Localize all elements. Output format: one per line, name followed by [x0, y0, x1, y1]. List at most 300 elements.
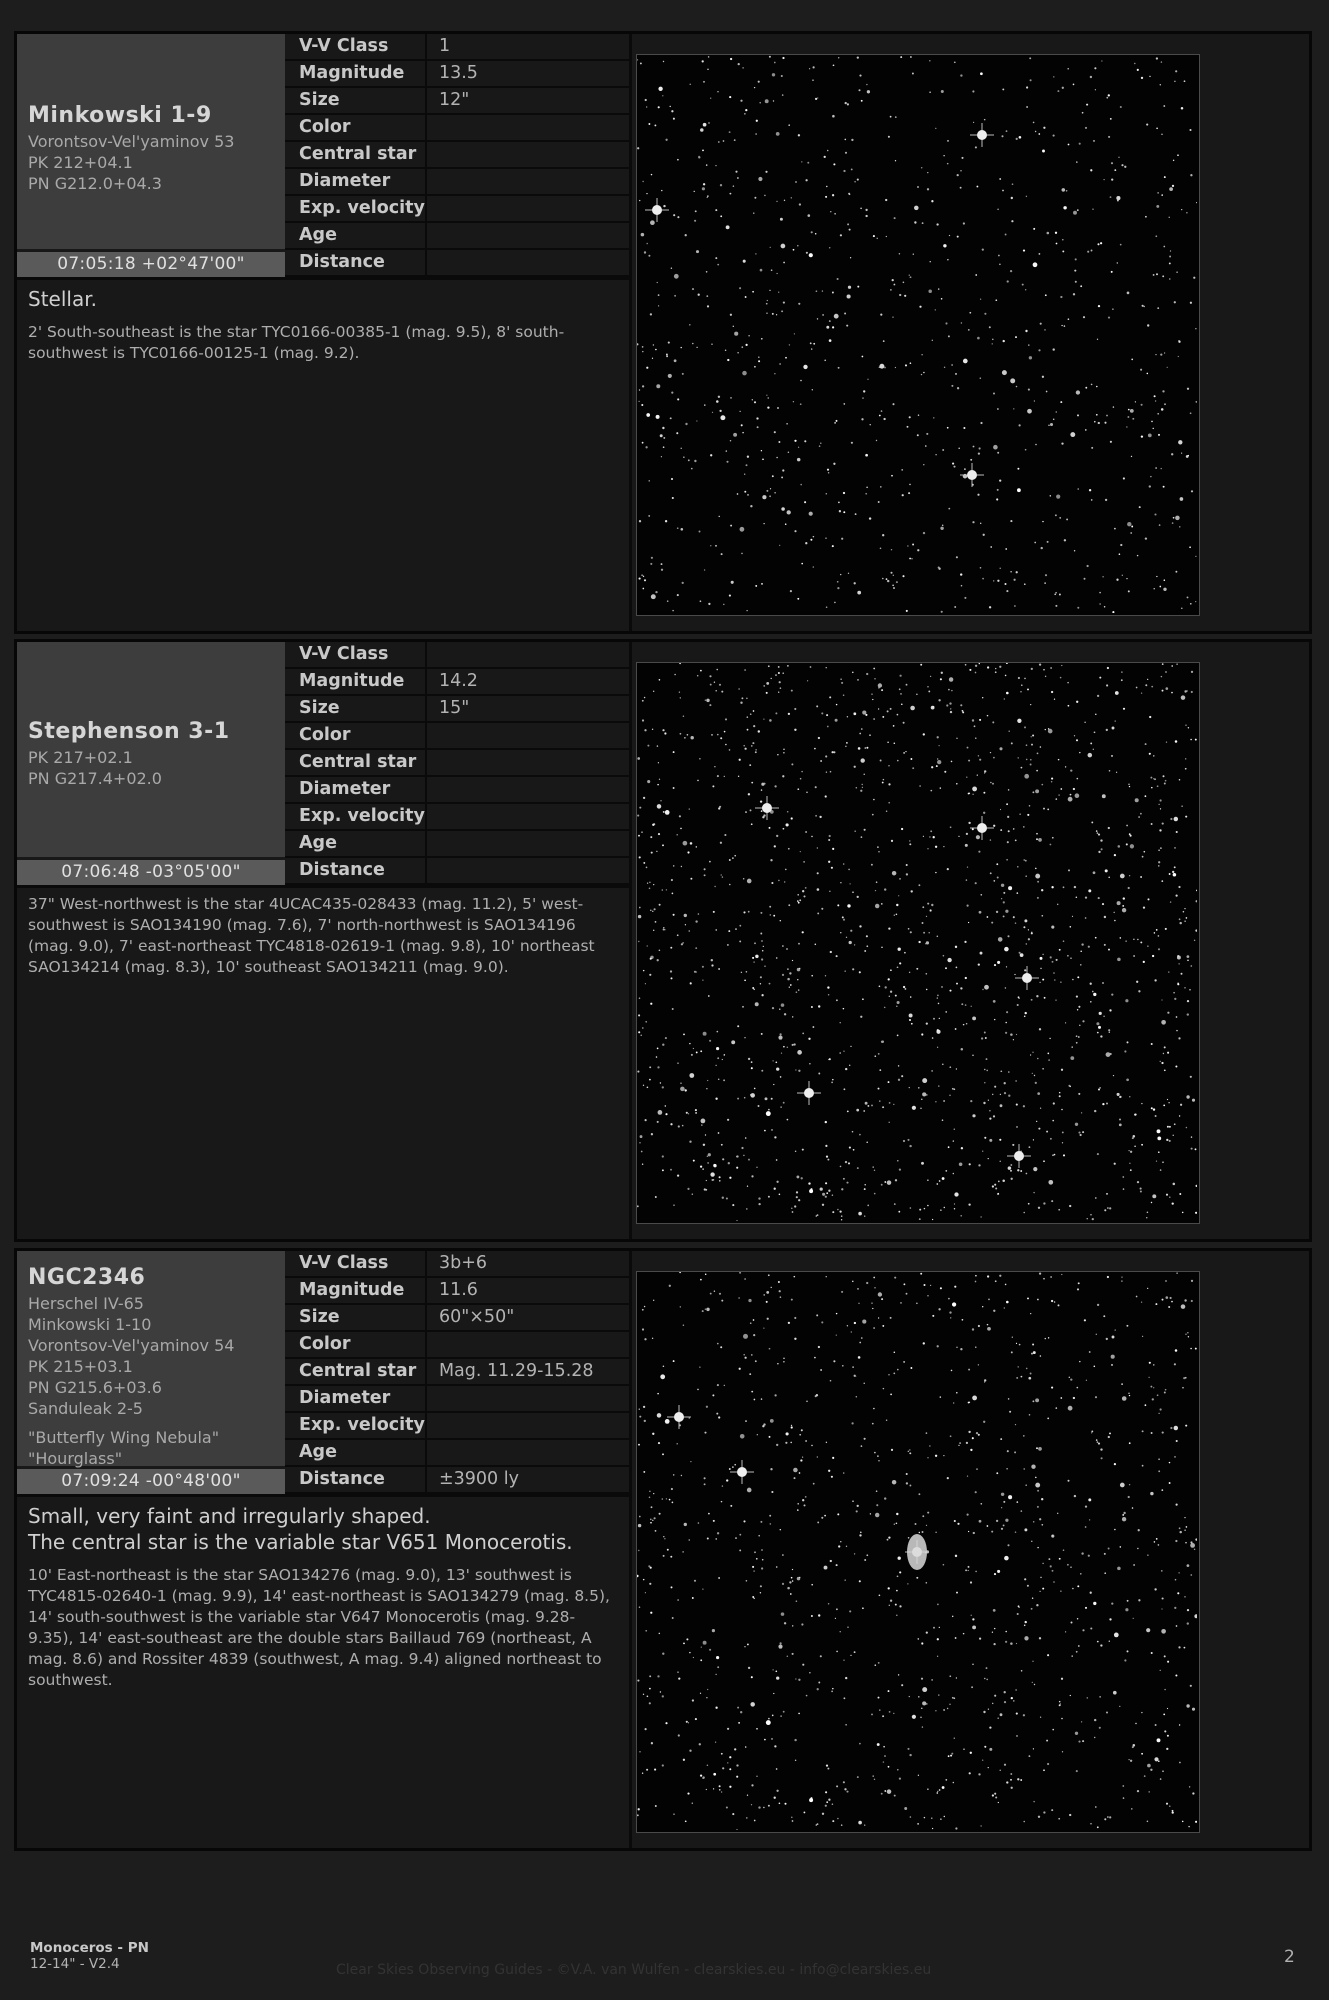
- star: [1017, 719, 1021, 723]
- star: [826, 1276, 827, 1277]
- star: [826, 493, 828, 495]
- star: [872, 1423, 874, 1425]
- star: [1138, 816, 1140, 818]
- star: [773, 1693, 774, 1694]
- star: [978, 1773, 980, 1775]
- star: [796, 991, 798, 993]
- star: [754, 401, 756, 403]
- star: [1058, 1304, 1060, 1306]
- star: [649, 1497, 651, 1499]
- star: [1026, 744, 1028, 746]
- star: [975, 882, 977, 884]
- star: [1162, 690, 1164, 692]
- star: [880, 314, 882, 316]
- star: [849, 1065, 850, 1066]
- star: [1100, 1448, 1102, 1450]
- star: [937, 997, 938, 998]
- star: [1113, 912, 1115, 914]
- star: [787, 1046, 789, 1048]
- star: [817, 1521, 819, 1523]
- star: [779, 1194, 781, 1196]
- star: [804, 896, 805, 897]
- star: [685, 924, 686, 925]
- star: [852, 1131, 854, 1133]
- star: [642, 351, 643, 352]
- star: [682, 942, 684, 944]
- star: [837, 1209, 839, 1211]
- star: [999, 666, 1001, 668]
- star: [1047, 1654, 1049, 1656]
- star: [916, 694, 918, 696]
- star: [991, 1531, 993, 1533]
- star: [1068, 1406, 1073, 1411]
- star: [927, 848, 928, 849]
- star: [718, 141, 720, 143]
- star: [649, 1688, 651, 1690]
- star: [987, 666, 989, 668]
- star: [1062, 250, 1064, 252]
- star: [972, 719, 974, 721]
- star: [929, 92, 930, 93]
- star: [984, 1379, 986, 1381]
- star: [1078, 1282, 1080, 1284]
- star: [879, 367, 880, 368]
- star: [822, 314, 824, 316]
- star: [920, 1273, 922, 1275]
- star: [953, 1173, 955, 1175]
- star: [949, 990, 951, 992]
- star: [1003, 915, 1005, 917]
- star: [744, 491, 746, 493]
- star: [1062, 239, 1064, 241]
- star: [1040, 957, 1043, 960]
- star: [1190, 603, 1192, 605]
- star: [772, 313, 774, 315]
- star: [971, 1006, 972, 1007]
- star: [982, 248, 984, 250]
- star: [1050, 1138, 1052, 1140]
- star: [995, 668, 996, 669]
- star: [837, 1513, 839, 1515]
- star: [953, 1782, 955, 1784]
- star: [1097, 1826, 1099, 1828]
- star: [877, 1743, 880, 1746]
- star: [872, 1166, 873, 1167]
- star: [937, 1345, 939, 1347]
- star: [1128, 1150, 1129, 1151]
- star: [1011, 197, 1013, 199]
- star: [859, 1743, 861, 1745]
- star: [677, 594, 679, 596]
- star: [787, 1655, 789, 1657]
- star: [1017, 468, 1019, 470]
- alias: PK 217+02.1: [28, 748, 133, 767]
- star: [1161, 134, 1162, 135]
- star: [674, 295, 676, 297]
- star: [763, 1423, 765, 1425]
- star: [968, 922, 969, 923]
- star: [1109, 1053, 1111, 1055]
- star: [1025, 449, 1027, 451]
- property-row: [285, 249, 629, 276]
- star: [1151, 1652, 1153, 1654]
- star: [993, 757, 995, 759]
- star: [830, 951, 832, 953]
- star: [1005, 1641, 1007, 1643]
- star: [917, 434, 919, 436]
- star: [744, 1646, 745, 1647]
- star: [715, 1707, 717, 1709]
- star: [855, 1376, 856, 1377]
- star: [1142, 1465, 1144, 1467]
- star: [1166, 741, 1167, 742]
- star: [663, 811, 665, 813]
- star: [798, 303, 800, 305]
- star: [764, 1130, 766, 1132]
- property-label: Color: [285, 1331, 426, 1358]
- star: [677, 398, 679, 400]
- description-detail: 10' East-northeast is the star SAO134276 (mag. 9.0), 13' southwest is TYC4815-02640-1 (mag. 9.9), 14' east-northeast is SAO134279 (mag. 8.5), 14' south-southwest is the variable star V647 Monocerotis (mag. 9.28-9.35), 14' east-southeast are the double stars Baillaud 769 (northeast, A mag. 8.6) and Rossiter 4839 (southwest, A mag. 9.4) aligned northeast to southwest.: [28, 1566, 610, 1689]
- star: [1059, 1701, 1061, 1703]
- star: [909, 484, 911, 486]
- star: [678, 1125, 680, 1127]
- star: [639, 1516, 641, 1518]
- star: [903, 1283, 905, 1285]
- star: [917, 1823, 919, 1825]
- star: [922, 922, 924, 924]
- star: [1196, 890, 1197, 892]
- description-detail: 37" West-northwest is the star 4UCAC435-028433 (mag. 11.2), 5' west-southwest is SAO134190 (mag. 7.6), 7' north-northwest is SAO134196 (mag. 9.0), 7' east-northeast TYC4818-02619-1 (mag. 9.8), 10' northeast SAO134214 (mag. 8.3), 10' southeast SAO134211 (mag. 9.0).: [28, 895, 595, 976]
- property-label: Central star: [285, 1358, 426, 1385]
- column-divider: [629, 1251, 632, 1848]
- star: [1164, 352, 1165, 353]
- star: [647, 780, 650, 783]
- star: [1135, 798, 1139, 802]
- star: [1080, 951, 1082, 953]
- star: [692, 1699, 694, 1701]
- star: [1153, 1387, 1154, 1388]
- star: [1005, 987, 1006, 988]
- star: [1075, 1732, 1078, 1735]
- star: [1162, 1432, 1164, 1434]
- star: [1028, 389, 1030, 391]
- star: [1004, 1092, 1006, 1094]
- star: [1173, 160, 1174, 161]
- star: [663, 205, 665, 207]
- star: [1042, 521, 1043, 522]
- star: [775, 712, 777, 714]
- star: [884, 1755, 886, 1757]
- star: [1016, 1735, 1017, 1736]
- star: [637, 59, 638, 60]
- star: [1165, 1280, 1167, 1282]
- star: [995, 1796, 997, 1798]
- star: [1020, 1170, 1022, 1172]
- star: [1044, 329, 1045, 330]
- star: [1057, 904, 1058, 905]
- star: [794, 708, 796, 710]
- star: [1058, 1818, 1060, 1820]
- common-name: "Butterfly Wing Nebula": [28, 1428, 220, 1447]
- star: [718, 1132, 720, 1134]
- star: [1077, 1009, 1078, 1010]
- star: [927, 1205, 929, 1207]
- star: [731, 581, 734, 584]
- star: [662, 729, 664, 731]
- star: [813, 66, 815, 68]
- alias: PN G217.4+02.0: [28, 769, 162, 788]
- star: [819, 816, 821, 818]
- star: [1059, 594, 1061, 596]
- star: [764, 1739, 766, 1741]
- star: [1033, 1192, 1034, 1193]
- star: [1095, 1197, 1097, 1199]
- star: [921, 354, 922, 355]
- star: [850, 1046, 851, 1047]
- star: [1130, 844, 1134, 848]
- star: [896, 1006, 898, 1008]
- star: [779, 363, 781, 365]
- star: [778, 1645, 782, 1649]
- star: [887, 580, 889, 582]
- star: [1094, 1719, 1096, 1721]
- footer-subtitle: 12-14" - V2.4: [30, 1956, 120, 1972]
- star: [732, 857, 734, 859]
- star: [1073, 211, 1077, 215]
- star: [1096, 830, 1098, 832]
- star: [1141, 77, 1143, 79]
- star: [885, 199, 887, 201]
- star: [968, 793, 970, 795]
- star: [1061, 325, 1062, 326]
- star: [1149, 753, 1151, 755]
- star: [1119, 1097, 1120, 1098]
- star: [1172, 871, 1174, 873]
- star: [638, 1014, 640, 1016]
- star: [637, 1680, 639, 1682]
- star: [1002, 88, 1004, 90]
- star: [1008, 1071, 1010, 1073]
- star: [1110, 118, 1112, 120]
- star: [778, 441, 780, 443]
- star: [968, 760, 970, 762]
- star: [745, 109, 747, 111]
- star: [1185, 1425, 1187, 1427]
- star: [695, 210, 697, 212]
- star: [716, 1656, 719, 1659]
- star: [1128, 783, 1130, 785]
- star: [1024, 1528, 1027, 1531]
- star: [760, 933, 762, 935]
- star: [834, 314, 839, 319]
- property-label: Magnitude: [285, 60, 426, 87]
- star: [648, 515, 650, 517]
- star: [1003, 892, 1005, 894]
- star: [1140, 1190, 1142, 1192]
- star: [866, 673, 868, 675]
- star: [663, 437, 665, 439]
- star: [1101, 848, 1103, 850]
- star: [972, 1114, 975, 1117]
- star: [729, 749, 731, 751]
- star: [976, 835, 980, 839]
- star: [762, 458, 764, 460]
- star: [857, 1505, 859, 1507]
- star: [951, 690, 952, 691]
- star: [736, 1220, 737, 1221]
- star: [984, 772, 985, 773]
- star: [811, 1615, 813, 1617]
- star: [980, 377, 982, 379]
- alias: Vorontsov-Vel'yaminov 54: [28, 1336, 235, 1355]
- star: [1077, 778, 1079, 780]
- star: [1037, 1299, 1039, 1301]
- star: [1024, 678, 1026, 680]
- star: [715, 257, 717, 259]
- star: [817, 1823, 819, 1825]
- star: [1046, 1131, 1048, 1133]
- star: [1082, 1740, 1084, 1742]
- star: [763, 814, 765, 816]
- star: [794, 1205, 796, 1207]
- property-row: [285, 857, 629, 884]
- star: [774, 1394, 776, 1396]
- star: [860, 1532, 862, 1534]
- star: [1036, 1604, 1038, 1606]
- star: [862, 784, 863, 785]
- star: [1015, 1689, 1016, 1690]
- star: [1140, 1188, 1142, 1190]
- star: [818, 737, 820, 739]
- star: [906, 1473, 908, 1475]
- star: [1141, 692, 1142, 693]
- star: [671, 1586, 673, 1588]
- star: [1133, 939, 1134, 940]
- star: [836, 1608, 838, 1610]
- star: [968, 1570, 969, 1571]
- star: [1118, 845, 1121, 848]
- star: [826, 771, 827, 772]
- star: [932, 1828, 933, 1829]
- star: [967, 905, 969, 907]
- star: [972, 1618, 974, 1620]
- star: [1170, 818, 1172, 820]
- star: [1169, 1482, 1171, 1484]
- star: [1106, 1712, 1108, 1714]
- star: [706, 1697, 707, 1698]
- star: [747, 494, 749, 496]
- property-row: [285, 1251, 629, 1277]
- star: [867, 1205, 869, 1207]
- star: [642, 346, 644, 348]
- star: [791, 1426, 793, 1428]
- star: [761, 1033, 763, 1035]
- star: [1171, 453, 1173, 455]
- star: [707, 69, 708, 70]
- star: [755, 955, 758, 958]
- star: [1027, 688, 1029, 690]
- star: [718, 396, 720, 398]
- star: [879, 985, 881, 987]
- star: [745, 1420, 747, 1422]
- star: [841, 538, 843, 540]
- star: [1070, 432, 1075, 437]
- star: [994, 1628, 995, 1629]
- star: [1047, 808, 1049, 810]
- star: [730, 525, 732, 527]
- star: [909, 1485, 911, 1487]
- star: [744, 748, 746, 750]
- star: [651, 1506, 653, 1508]
- star: [779, 1803, 781, 1805]
- star: [1125, 940, 1126, 941]
- star: [643, 1406, 645, 1408]
- star: [700, 128, 704, 132]
- star: [919, 1209, 921, 1211]
- star: [1190, 1348, 1192, 1350]
- summary-line: Stellar.: [28, 287, 97, 311]
- alias: PN G212.0+04.3: [28, 174, 162, 193]
- star: [1153, 428, 1154, 429]
- star: [1031, 1541, 1032, 1542]
- star: [707, 305, 709, 307]
- star: [744, 474, 745, 475]
- star: [1081, 1552, 1083, 1554]
- star: [761, 1398, 762, 1399]
- star: [1112, 308, 1114, 310]
- star: [1053, 419, 1055, 421]
- star: [639, 200, 640, 201]
- star: [771, 1738, 773, 1740]
- property-label: Diameter: [285, 776, 426, 803]
- star: [862, 397, 863, 398]
- star: [1179, 1724, 1180, 1725]
- star: [998, 1181, 1000, 1183]
- star: [793, 401, 794, 402]
- star: [920, 1717, 922, 1719]
- star: [1080, 964, 1081, 965]
- star: [1176, 1272, 1178, 1274]
- star: [644, 697, 646, 699]
- star: [1169, 1196, 1170, 1197]
- star: [1086, 104, 1088, 106]
- star: [760, 800, 762, 802]
- star: [710, 684, 712, 686]
- star: [726, 1806, 728, 1808]
- star: [1168, 1102, 1169, 1103]
- star: [1091, 1432, 1092, 1433]
- star: [1078, 1645, 1080, 1647]
- star: [996, 911, 998, 913]
- star: [1007, 1450, 1009, 1452]
- star: [979, 1520, 982, 1523]
- star: [1070, 1378, 1072, 1380]
- star: [1120, 244, 1122, 246]
- property-label: Central star: [285, 141, 426, 168]
- star: [989, 326, 991, 328]
- star: [866, 1141, 868, 1143]
- star: [935, 454, 936, 455]
- star: [785, 523, 787, 525]
- star: [736, 1776, 738, 1778]
- star: [1135, 401, 1136, 402]
- star: [797, 245, 799, 247]
- star: [963, 1748, 965, 1750]
- star: [1134, 1146, 1136, 1148]
- star: [1071, 1655, 1072, 1656]
- star: [890, 1600, 892, 1602]
- star: [872, 1775, 873, 1776]
